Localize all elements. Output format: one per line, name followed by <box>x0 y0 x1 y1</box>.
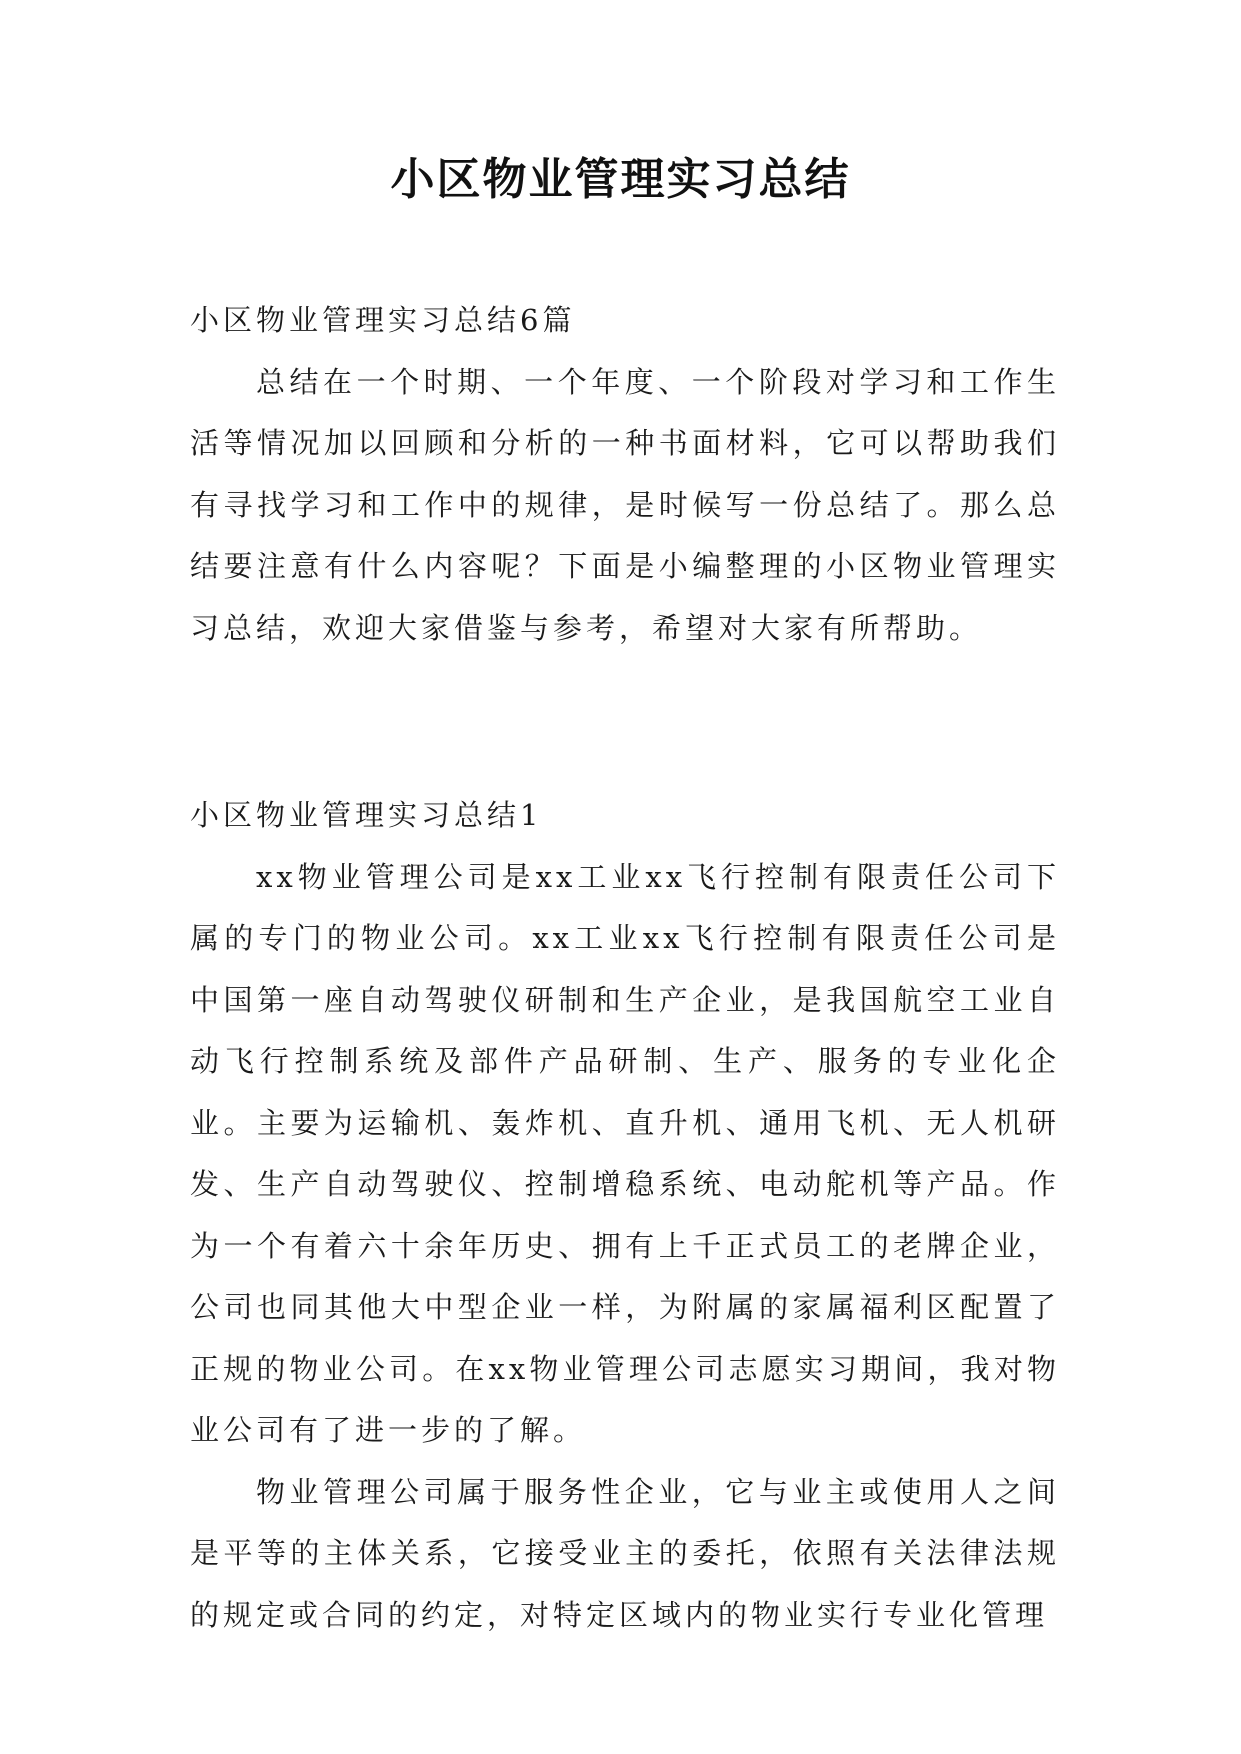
document-body <box>190 290 1060 1646</box>
section-heading: 小区物业管理实习总结1 <box>190 798 543 832</box>
document-subtitle: 小区物业管理实习总结6篇 <box>190 303 576 337</box>
body-paragraph: 物业管理公司属于服务性企业，它与业主或使用人之间是平等的主体关系，它接受业主的委托，依照有关法律法规的规定或合同的约定，对特定区域内的物业实行专业化管理 <box>190 1474 1060 1632</box>
page-title: 小区物业管理实习总结 <box>390 154 851 205</box>
intro-paragraph: 总结在一个时期、一个年度、一个阶段对学习和工作生活等情况加以回顾和分析的一种书面材料，它可以帮助我们有寻找学习和工作中的规律，是时候写一份总结了。那么总结要注意有什么内容呢？下面是小编整理的小区物业管理实习总结，欢迎大家借鉴与参考，希望对大家有所帮助。 <box>190 364 1060 645</box>
section-spacer <box>190 659 1060 785</box>
body-paragraph: xx物业管理公司是xx工业xx飞行控制有限责任公司下属的专门的物业公司。xx工业xx飞行控制有限责任公司是中国第一座自动驾驶仪研制和生产企业，是我国航空工业自动飞行控制系统及部件产品研制、生产、服务的专业化企业。主要为运输机、轰炸机、直升机、通用飞机、无人机研发、生产自动驾驶仪、控制增稳系统、电动舵机等产品。作为一个有着六十余年历史、拥有上千正式员工的老牌企业，公司也同其他大中型企业一样，为附属的家属福利区配置了正规的物业公司。在xx物业管理公司志愿实习期间，我对物业公司有了进一步的了解。 <box>190 859 1060 1447</box>
